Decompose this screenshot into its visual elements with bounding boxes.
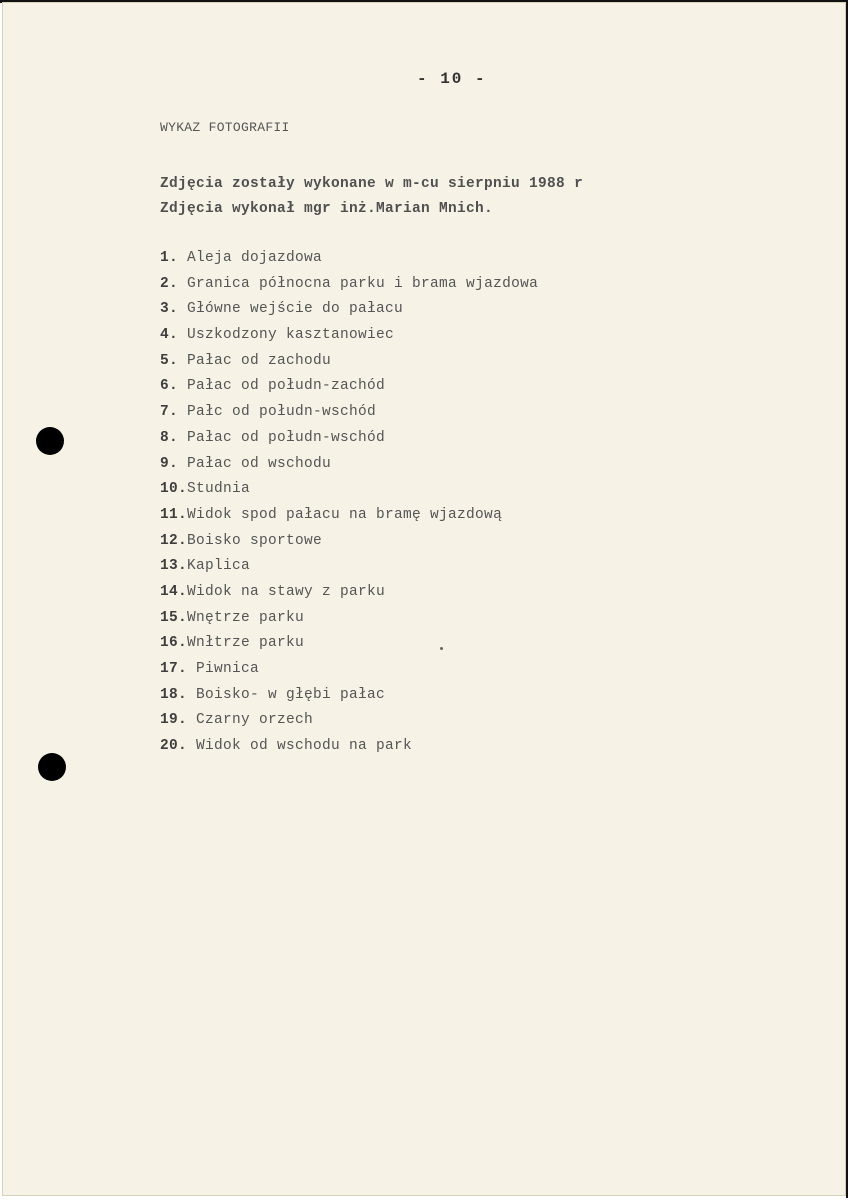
punch-hole <box>38 753 66 781</box>
item-text: Uszkodzony kasztanowiec <box>178 327 395 344</box>
item-text: Pałac od zachodu <box>178 352 332 369</box>
list-item <box>160 426 538 452</box>
item-text: Pałac od połudn-wschód <box>178 429 386 446</box>
list-item <box>160 708 538 734</box>
item-number: 19. <box>160 712 188 729</box>
item-number: 17. <box>160 661 188 677</box>
list-item <box>160 349 538 375</box>
item-text: Czarny orzech <box>187 712 314 729</box>
list-item <box>160 272 538 298</box>
document-page <box>2 2 846 1196</box>
item-number: 20. <box>160 738 188 755</box>
item-text: Piwnica <box>187 661 260 677</box>
item-number: 10. <box>160 481 188 498</box>
list-item <box>160 606 538 632</box>
item-number: 6. <box>160 378 179 395</box>
item-text: Granica północna parku i brama wjazdowa <box>178 275 539 292</box>
item-text: Pałac od połudn-zachód <box>178 378 386 395</box>
item-number: 9. <box>160 455 179 472</box>
list-item <box>160 580 538 606</box>
list-item <box>160 400 538 426</box>
list-item <box>160 297 538 323</box>
item-number: 11. <box>160 506 188 523</box>
intro-line-author: Zdjęcia wykonał mgr inż.Marian Mnich. <box>160 201 494 217</box>
list-item <box>160 477 538 503</box>
list-item <box>160 246 538 272</box>
item-text: Kaplica <box>187 558 251 575</box>
item-text: Widok od wschodu na park <box>187 738 413 755</box>
item-number: 14. <box>160 583 188 600</box>
item-number: 12. <box>160 532 188 549</box>
item-number: 15. <box>160 609 188 626</box>
item-number: 8. <box>160 429 179 446</box>
item-number: 3. <box>160 301 179 318</box>
list-item <box>160 631 538 657</box>
item-number: 5. <box>160 352 179 369</box>
item-text: Boisko sportowe <box>187 532 323 549</box>
list-item <box>160 734 538 760</box>
item-text: Aleja dojazdowa <box>178 250 323 266</box>
item-number: 7. <box>160 404 179 421</box>
list-item <box>160 503 538 529</box>
item-number: 4. <box>160 327 179 344</box>
paper-speck <box>440 647 443 650</box>
item-text: Wnłtrze parku <box>187 635 305 652</box>
item-text: Widok na stawy z parku <box>187 583 386 600</box>
item-text: Pałac od wschodu <box>178 455 332 472</box>
list-item <box>160 374 538 400</box>
item-number: 13. <box>160 558 188 575</box>
item-number: 16. <box>160 635 188 652</box>
punch-hole <box>36 427 64 455</box>
item-number: 1. <box>160 250 179 266</box>
list-item <box>160 529 538 555</box>
item-number: 18. <box>160 686 188 703</box>
intro-block <box>160 172 583 222</box>
item-text: Pałc od połudn-wschód <box>178 404 377 421</box>
photo-list <box>160 246 538 760</box>
item-text: Wnętrze parku <box>187 609 305 626</box>
item-text: Główne wejście do pałacu <box>178 301 404 318</box>
item-text: Widok spod pałacu na bramę wjazdową <box>187 506 503 523</box>
list-item <box>160 657 538 683</box>
list-item <box>160 554 538 580</box>
page-number: - 10 - <box>417 70 487 88</box>
item-text: Boisko- w głębi pałac <box>187 686 386 703</box>
list-item <box>160 683 538 709</box>
item-number: 2. <box>160 275 179 292</box>
list-item <box>160 323 538 349</box>
document-title: WYKAZ FOTOGRAFII <box>160 120 290 135</box>
list-item <box>160 452 538 478</box>
item-text: Studnia <box>187 481 251 498</box>
intro-line-date: Zdjęcia zostały wykonane w m-cu sierpniu 1988 r <box>160 176 584 192</box>
